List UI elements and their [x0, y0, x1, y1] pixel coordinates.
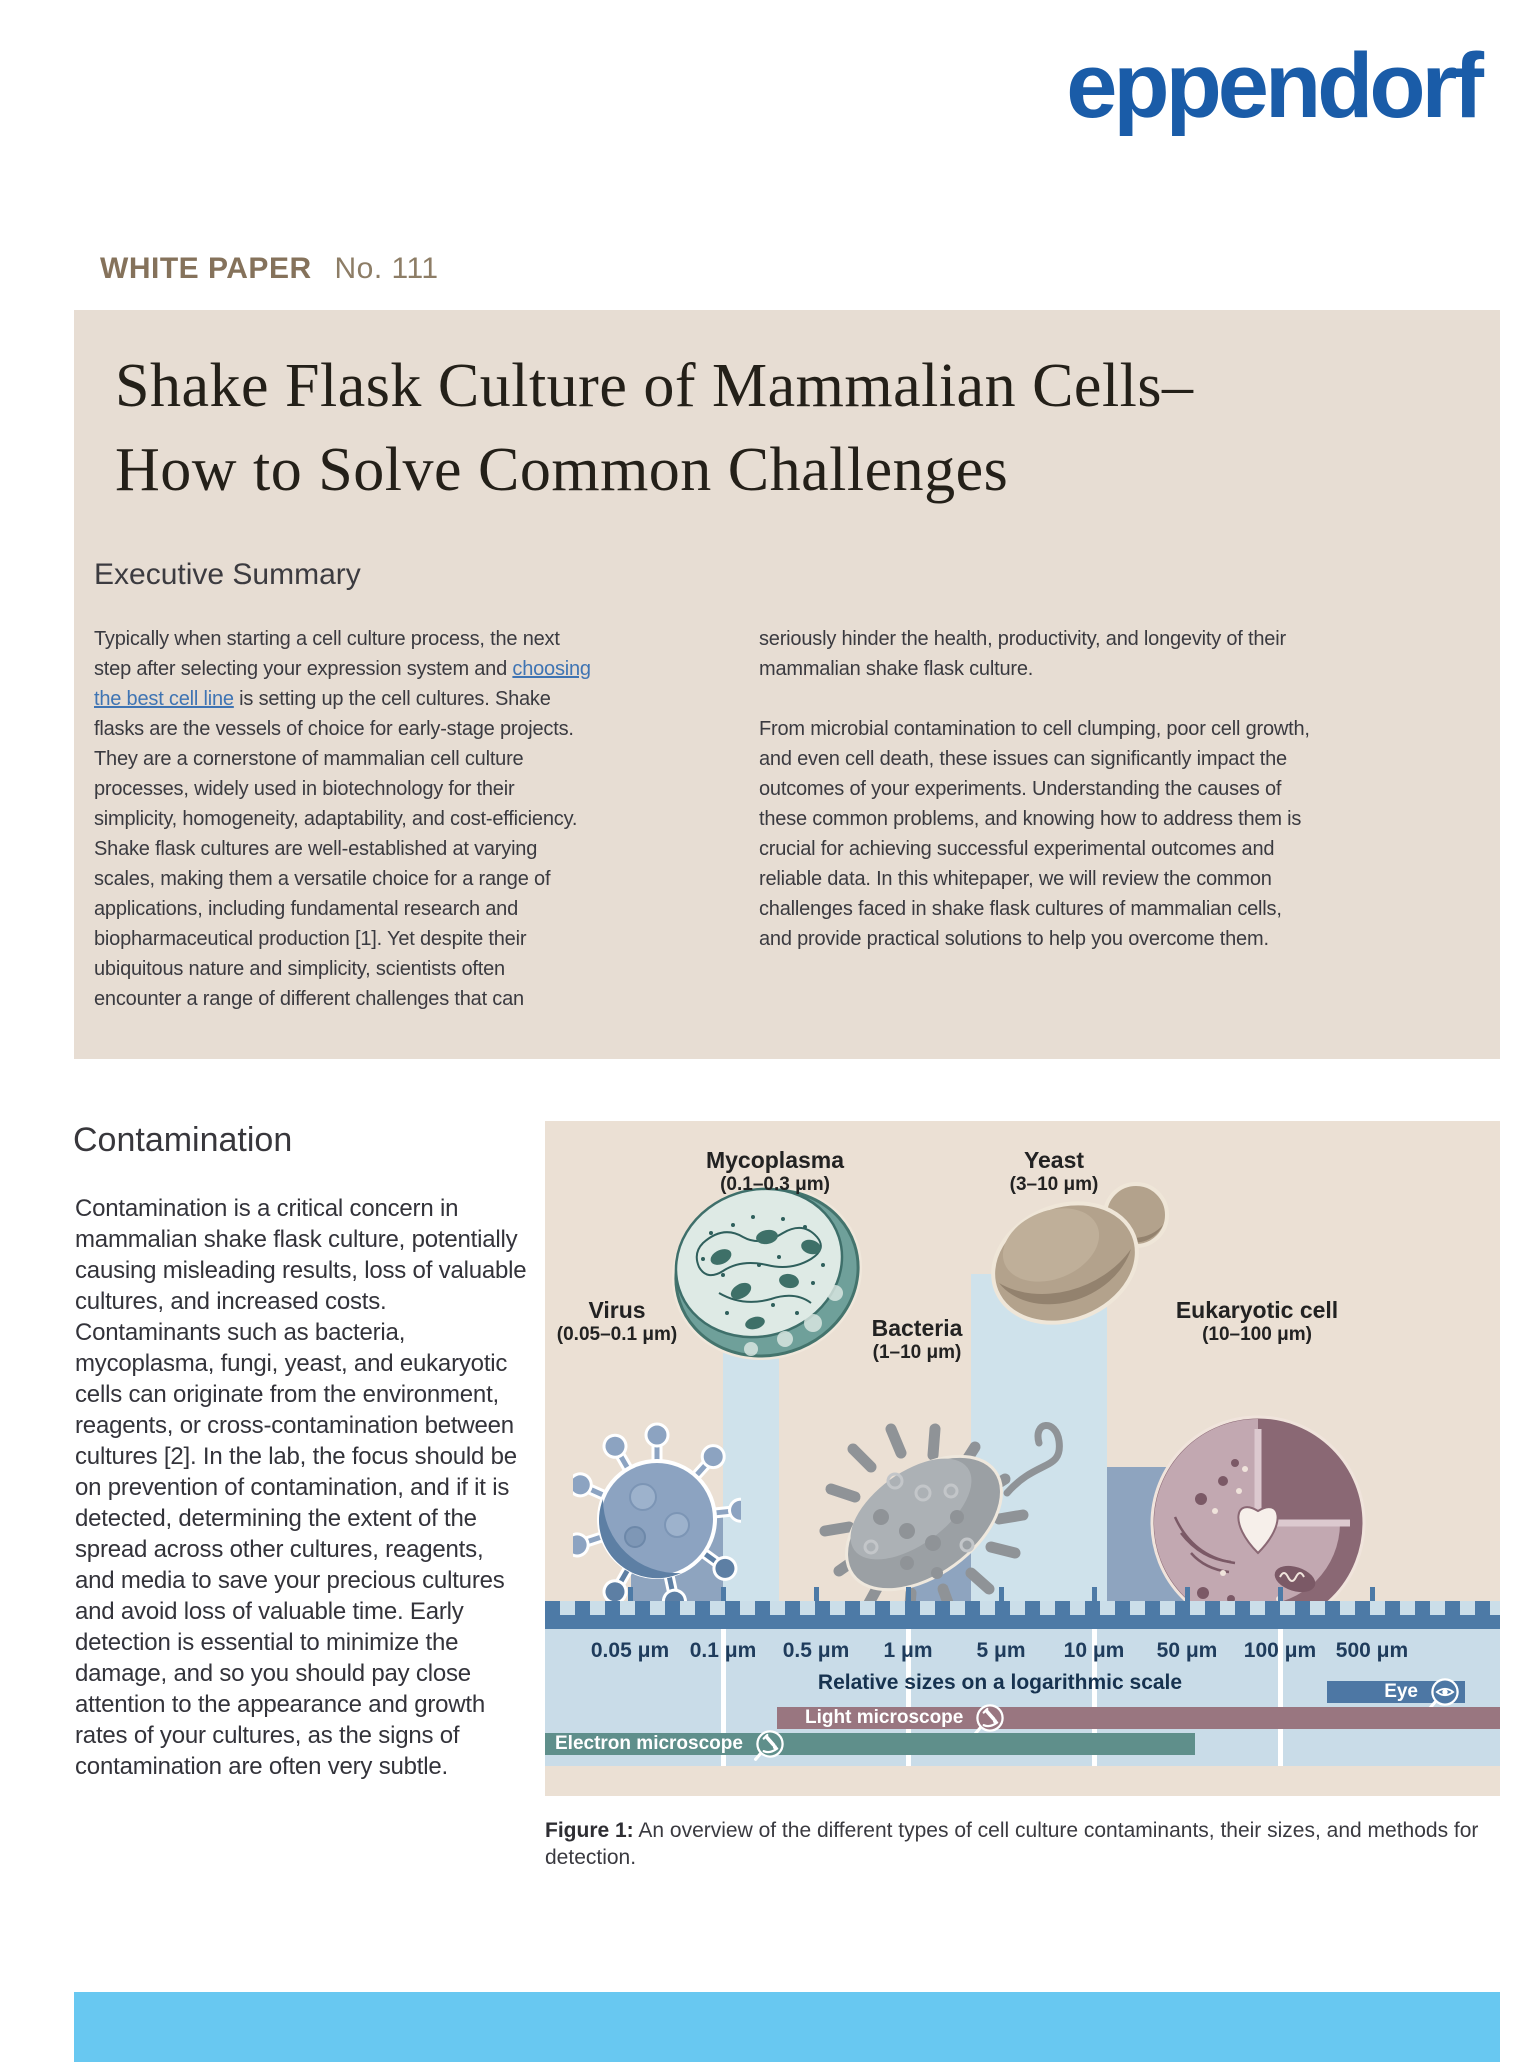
executive-summary-heading: Executive Summary [94, 558, 361, 591]
white-paper-label: WHITE PAPER [100, 252, 312, 285]
light-microscope-detection-bar [777, 1707, 1500, 1729]
ruler-bar [545, 1615, 1500, 1629]
page-title [115, 344, 1426, 512]
scale-tick-label: 50 μm [1156, 1639, 1218, 1662]
ruler-tick [1185, 1587, 1190, 1602]
header [0, 0, 1537, 140]
page-title-line2: How to Solve Common Challenges [115, 436, 1009, 504]
eukaryotic-cell-label: Eukaryotic cell (10–100 μm) [1175, 1297, 1339, 1345]
white-paper-number: No. 111 [334, 252, 439, 285]
mycoplasma-illustration [663, 1173, 865, 1371]
exec-right-paragraph-1: seriously hinder the health, productivity, and longevity of their mammalian shake flask culture. [759, 628, 1286, 680]
electron-microscope-detection-bar [545, 1733, 1195, 1755]
scale-tick-label: 5 μm [976, 1639, 1026, 1662]
ruler-tick [1092, 1587, 1097, 1602]
electron-microscope-icon [752, 1726, 788, 1762]
contamination-section [0, 1121, 1537, 1899]
exec-right-paragraph-2: From microbial contamination to cell clumping, poor cell growth, and even cell death, these issues can significantly impact the outcomes of your experiments. Understanding the causes of these common problems, and knowing how to address them is crucial for achieving successful experimental outcomes and reliable data. In this whitepaper, we will review the common challenges faced in shake flask cultures of mammalian cells, and provide practical solutions to help you overcome them. [759, 718, 1310, 950]
ruler-tick [814, 1587, 819, 1602]
exec-text-before-link: Typically when starting a cell culture process, the next step after selecting your expression system and [94, 628, 560, 680]
figure-1-contaminant-sizes [545, 1121, 1500, 1796]
bacteria-label: Bacteria (1–10 μm) [871, 1315, 963, 1363]
page-title-line1: Shake Flask Culture of Mammalian Cells– [115, 352, 1194, 420]
choosing-best-cell-line-link[interactable]: choosing the best cell line [94, 658, 591, 710]
scale-tick-label: 0.5 μm [782, 1639, 850, 1662]
ruler-tick [906, 1587, 911, 1602]
ruler-tick [999, 1587, 1004, 1602]
scale-tick-label: 100 μm [1243, 1639, 1317, 1662]
eye-detection-bar [1327, 1681, 1465, 1703]
executive-summary-left-column [94, 624, 594, 1014]
contamination-body-text: Contamination is a critical concern in mammalian shake flask culture, potentially causing misleading results, loss of valuable cultures, and increased costs. Contaminants such as bacteria, mycoplasma, fungi, yeast, and eukaryotic cells can originate from the environment, reagents, or cross-contamination between cultures [2]. In the lab, the focus should be on prevention of contamination, and if it is detected, determining the extent of the spread across other cultures, reagents, and media to save your precious cultures and avoid loss of valuable time. Early detection is essential to minimize the damage, and so you should pay close attention to the appearance and growth rates of your cultures, as the signs of contamination are often very subtle. [75, 1195, 527, 1780]
mycoplasma-label: Mycoplasma (0.1–0.3 μm) [705, 1147, 845, 1195]
figure-1-caption [545, 1817, 1497, 1871]
light-microscope-icon [972, 1700, 1008, 1736]
ruler-tick [1370, 1587, 1375, 1602]
figure-1-caption-label: Figure 1: [545, 1819, 634, 1842]
ruler-tick [1278, 1587, 1283, 1602]
electron-microscope-label: Electron microscope [555, 1733, 743, 1754]
scale-tick-label: 10 μm [1063, 1639, 1125, 1662]
executive-summary-right-column [759, 624, 1314, 1014]
eppendorf-logo: eppendorf [1066, 35, 1480, 137]
footer-accent-bar [74, 1992, 1500, 2062]
light-microscope-label: Light microscope [805, 1707, 964, 1728]
executive-summary-columns [94, 624, 1426, 1014]
exec-text-after-link: is setting up the cell cultures. Shake flasks are the vessels of choice for early-stage projects. They are a cornerstone of mammalian cell culture processes, widely used in biotechnology for their simplicity, homogeneity, adaptability, and cost-efficiency. Shake flask cultures are well-established at varying scales, making them a versatile choice for a range of applications, including fundamental research and biopharmaceutical production [1]. Yet despite their ubiquitous nature and simplicity, scientists often encounter a range of different challenges that can [94, 688, 578, 1010]
yeast-label: Yeast (3–10 μm) [1009, 1147, 1099, 1195]
document-kicker [100, 252, 1537, 286]
figure-1-caption-text: An overview of the different types of cell culture contaminants, their sizes, and methods for detection. [545, 1819, 1479, 1869]
bacteria-illustration [811, 1397, 1087, 1633]
scale-tick-label: 0.1 μm [689, 1639, 757, 1662]
ruler-comb-pattern [545, 1601, 1500, 1615]
ruler-tick [721, 1587, 726, 1602]
scale-note: Relative sizes on a logarithmic scale [817, 1671, 1183, 1694]
scale-tick-label: 1 μm [883, 1639, 933, 1662]
eye-icon [1427, 1674, 1463, 1710]
virus-illustration [573, 1419, 741, 1607]
hero-panel [74, 310, 1500, 1059]
contamination-heading: Contamination [73, 1121, 293, 1159]
virus-label: Virus (0.05–0.1 μm) [556, 1297, 678, 1345]
scale-tick-label: 500 μm [1335, 1639, 1409, 1662]
scale-tick-label: 0.05 μm [590, 1639, 670, 1662]
eye-label: Eye [1384, 1681, 1418, 1702]
ruler-tick [628, 1587, 633, 1602]
